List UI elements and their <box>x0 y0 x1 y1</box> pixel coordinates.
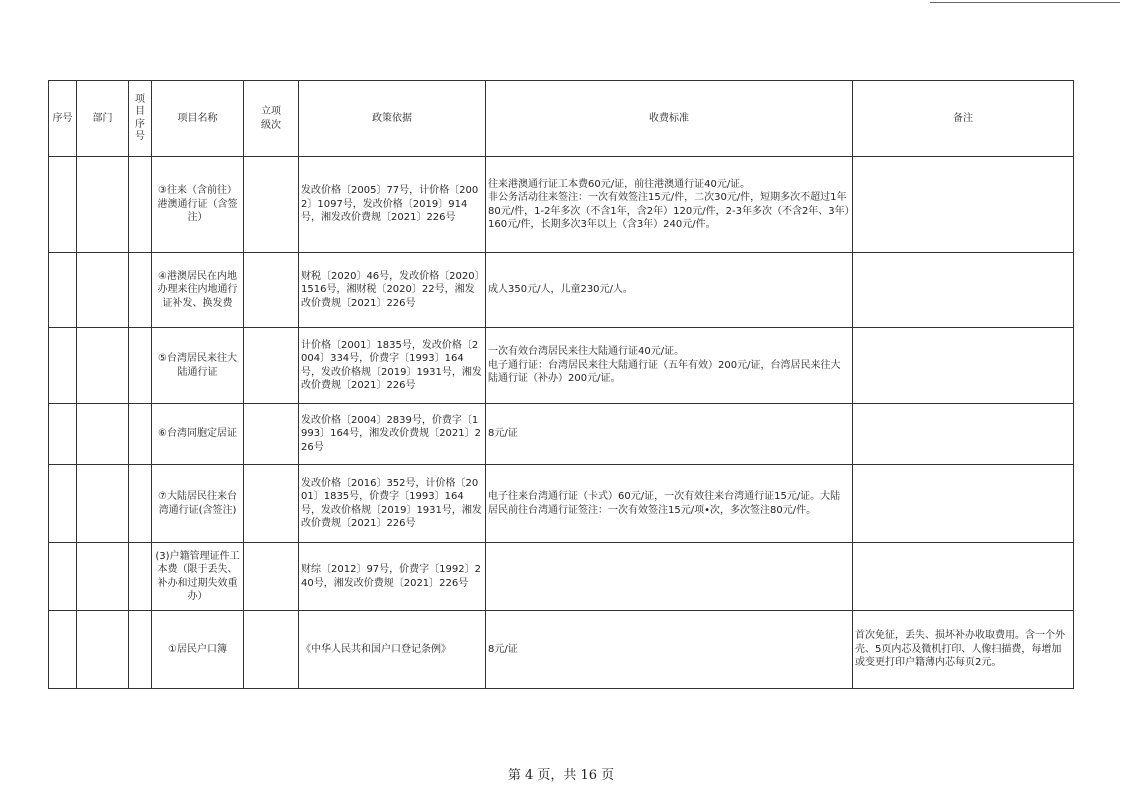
row-note-cell <box>853 253 1074 328</box>
row-item-seq-cell <box>129 611 152 689</box>
page-number-footer: 第 4 页，共 16 页 <box>507 768 615 783</box>
row-note-cell <box>853 404 1074 465</box>
row-dept-cell <box>77 157 129 253</box>
row-dept-cell <box>77 611 129 689</box>
row-seq-cell <box>49 328 77 404</box>
row-seq-cell <box>49 465 77 543</box>
row-item-name-cell: ③往来（含前往）港澳通行证（含签注） <box>152 157 244 253</box>
row-level-cell <box>244 253 299 328</box>
header-item-seq: 项目序号 <box>129 81 152 157</box>
row-basis-cell: 计价格〔2001〕1835号，发改价格〔2004〕334号，价费字〔1993〕164号，发改价格规〔2019〕1931号，湘发改价费规〔2021〕226号 <box>299 328 486 404</box>
row-item-seq-cell <box>129 543 152 611</box>
row-item-name-cell: ⑤台湾居民来往大陆通行证 <box>152 328 244 404</box>
row-basis-cell: 财税〔2020〕46号，发改价格〔2020〕1516号，湘财税〔2020〕22号，湘发改价费规〔2021〕226号 <box>299 253 486 328</box>
row-note-cell: 首次免征，丢失、损坏补办收取费用。含一个外壳、5页内芯及微机打印、人像扫描费，每增加或变更打印户籍薄内芯每页2元。 <box>853 611 1074 689</box>
row-level-cell <box>244 328 299 404</box>
row-level-cell <box>244 404 299 465</box>
row-dept-cell <box>77 253 129 328</box>
row-dept-cell <box>77 404 129 465</box>
fee-table <box>48 80 1074 689</box>
row-seq-cell <box>49 404 77 465</box>
row-dept-cell <box>77 328 129 404</box>
header-note: 备注 <box>853 81 1074 157</box>
row-note-cell <box>853 328 1074 404</box>
row-item-seq-cell <box>129 157 152 253</box>
row-basis-cell: 《中华人民共和国户口登记条例》 <box>299 611 486 689</box>
row-item-name-cell: ⑦大陆居民往来台湾通行证(含签注) <box>152 465 244 543</box>
header-level: 立项级次 <box>244 81 299 157</box>
header-item-name: 项目名称 <box>152 81 244 157</box>
row-fee-cell: 8元/证 <box>486 611 853 689</box>
row-seq-cell <box>49 157 77 253</box>
row-fee-cell: 成人350元/人，儿童230元/人。 <box>486 253 853 328</box>
row-item-seq-cell <box>129 465 152 543</box>
row-item-seq-cell <box>129 253 152 328</box>
row-fee-cell <box>486 543 853 611</box>
row-item-name-cell: ⑥台湾同胞定居证 <box>152 404 244 465</box>
row-seq-cell <box>49 611 77 689</box>
table-header-row <box>49 81 1074 157</box>
header-seq: 序号 <box>49 81 77 157</box>
header-basis: 政策依据 <box>299 81 486 157</box>
row-basis-cell: 发改价格〔2004〕2839号，价费字〔1993〕164号，湘发改价费规〔2021〕226号 <box>299 404 486 465</box>
header-fee: 收费标准 <box>486 81 853 157</box>
table-row <box>49 611 1074 689</box>
row-item-name-cell: ①居民户口簿 <box>152 611 244 689</box>
row-fee-cell: 8元/证 <box>486 404 853 465</box>
row-fee-cell: 往来港澳通行证工本费60元/证，前往港澳通行证40元/证。 非公务活动往来签注：一次有效签注15元/件，二次30元/件，短期多次不超过1年80元/件，1-2年多次（不含1年，含2年）120元/件，2-3年多次（不含2年、3年）160元/件，长期多次3年以上（含3年）240元/件。 <box>486 157 853 253</box>
table-row <box>49 157 1074 253</box>
header-dept: 部门 <box>77 81 129 157</box>
row-basis-cell: 发改价格〔2005〕77号，计价格〔2002〕1097号，发改价格〔2019〕914号，湘发改价费规〔2021〕226号 <box>299 157 486 253</box>
row-item-seq-cell <box>129 404 152 465</box>
row-basis-cell: 发改价格〔2016〕352号，计价格〔2001〕1835号，价费字〔1993〕164号，发改价格规〔2019〕1931号，湘发改价费规〔2021〕226号 <box>299 465 486 543</box>
row-seq-cell <box>49 253 77 328</box>
row-dept-cell <box>77 543 129 611</box>
row-note-cell <box>853 157 1074 253</box>
row-seq-cell <box>49 543 77 611</box>
row-level-cell <box>244 611 299 689</box>
row-level-cell <box>244 543 299 611</box>
row-level-cell <box>244 157 299 253</box>
table-row <box>49 328 1074 404</box>
row-item-seq-cell <box>129 328 152 404</box>
row-item-name-cell: (3)户籍管理证件工本费（限于丢失、补办和过期失效重办） <box>152 543 244 611</box>
row-note-cell <box>853 465 1074 543</box>
header-rule <box>930 2 1120 3</box>
table-row <box>49 543 1074 611</box>
row-fee-cell: 电子往来台湾通行证（卡式）60元/证，一次有效往来台湾通行证15元/证。大陆居民前往台湾通行证签注：一次有效签注15元/项•次，多次签注80元/件。 <box>486 465 853 543</box>
row-fee-cell: 一次有效台湾居民来往大陆通行证40元/证。 电子通行证：台湾居民来往大陆通行证（五年有效）200元/证，台湾居民来往大陆通行证（补办）200元/证。 <box>486 328 853 404</box>
row-note-cell <box>853 543 1074 611</box>
row-dept-cell <box>77 465 129 543</box>
table-row <box>49 465 1074 543</box>
row-basis-cell: 财综〔2012〕97号，价费字〔1992〕240号，湘发改价费规〔2021〕226号 <box>299 543 486 611</box>
row-item-name-cell: ④港澳居民在内地办理来往内地通行证补发、换发费 <box>152 253 244 328</box>
table-row <box>49 404 1074 465</box>
table-row <box>49 253 1074 328</box>
row-level-cell <box>244 465 299 543</box>
